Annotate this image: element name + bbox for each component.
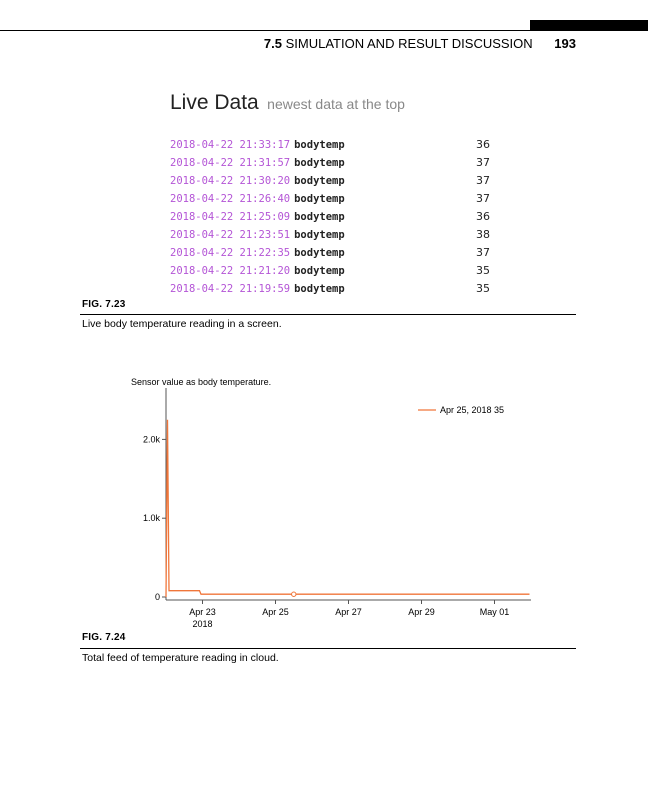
y-tick-label: 1.0k — [142, 513, 160, 524]
reading-name: bodytemp — [294, 211, 345, 223]
figure-caption-2: Total feed of temperature reading in cloud. — [82, 652, 279, 664]
section-title: SIMULATION AND RESULT DISCUSSION — [285, 36, 533, 51]
reading-value: 37 — [476, 246, 490, 259]
series-line — [166, 420, 530, 597]
figure-caption: Live body temperature reading in a screen. — [82, 318, 282, 330]
chart-title: Sensor value as body temperature. — [131, 377, 272, 387]
reading-value: 37 — [476, 174, 490, 187]
reading-timestamp: 2018-04-22 21:30:20 — [170, 175, 291, 187]
y-tick-label: 0 — [154, 592, 160, 602]
legend-text: Apr 25, 2018 35 — [440, 405, 505, 415]
figure-rule-2 — [80, 648, 576, 649]
reading-timestamp: 2018-04-22 21:26:40 — [170, 193, 291, 205]
x-tick-sublabel: 2018 — [192, 619, 213, 629]
reading-value: 35 — [476, 282, 490, 295]
x-tick-label: May 01 — [479, 607, 510, 617]
hover-point — [292, 592, 296, 596]
reading-name: bodytemp — [294, 139, 345, 151]
live-data-title: Live Data — [170, 91, 259, 114]
reading-value: 37 — [476, 192, 490, 205]
reading-timestamp: 2018-04-22 21:25:09 — [170, 211, 291, 223]
y-tick-label: 2.0k — [142, 434, 160, 445]
x-tick-label: Apr 27 — [335, 607, 362, 617]
reading-value: 36 — [476, 138, 490, 151]
section-number: 7.5 — [263, 36, 282, 51]
figure-label-2: FIG. 7.24 — [82, 632, 126, 643]
reading-timestamp: 2018-04-22 21:31:57 — [170, 157, 291, 169]
reading-name: bodytemp — [294, 229, 345, 241]
x-tick-label: Apr 23 — [189, 607, 216, 617]
reading-name: bodytemp — [294, 283, 345, 295]
reading-value: 37 — [476, 156, 490, 169]
figure-label: FIG. 7.23 — [82, 299, 126, 310]
reading-name: bodytemp — [294, 175, 345, 187]
reading-value: 38 — [476, 228, 490, 241]
reading-value: 36 — [476, 210, 490, 223]
reading-timestamp: 2018-04-22 21:22:35 — [170, 247, 291, 259]
x-tick-label: Apr 29 — [408, 607, 435, 617]
reading-name: bodytemp — [294, 157, 345, 169]
x-tick-label: Apr 25 — [262, 607, 289, 617]
reading-timestamp: 2018-04-22 21:33:17 — [170, 139, 291, 151]
reading-timestamp: 2018-04-22 21:19:59 — [170, 283, 291, 295]
reading-name: bodytemp — [294, 193, 345, 205]
y-ticks — [143, 434, 166, 602]
reading-value: 35 — [476, 264, 490, 277]
x-ticks — [189, 600, 509, 629]
reading-timestamp: 2018-04-22 21:21:20 — [170, 265, 291, 277]
page-number: 193 — [554, 36, 576, 51]
reading-name: bodytemp — [294, 265, 345, 277]
live-data-subtitle: newest data at the top — [267, 96, 405, 112]
reading-timestamp: 2018-04-22 21:23:51 — [170, 229, 291, 241]
reading-name: bodytemp — [294, 247, 345, 259]
